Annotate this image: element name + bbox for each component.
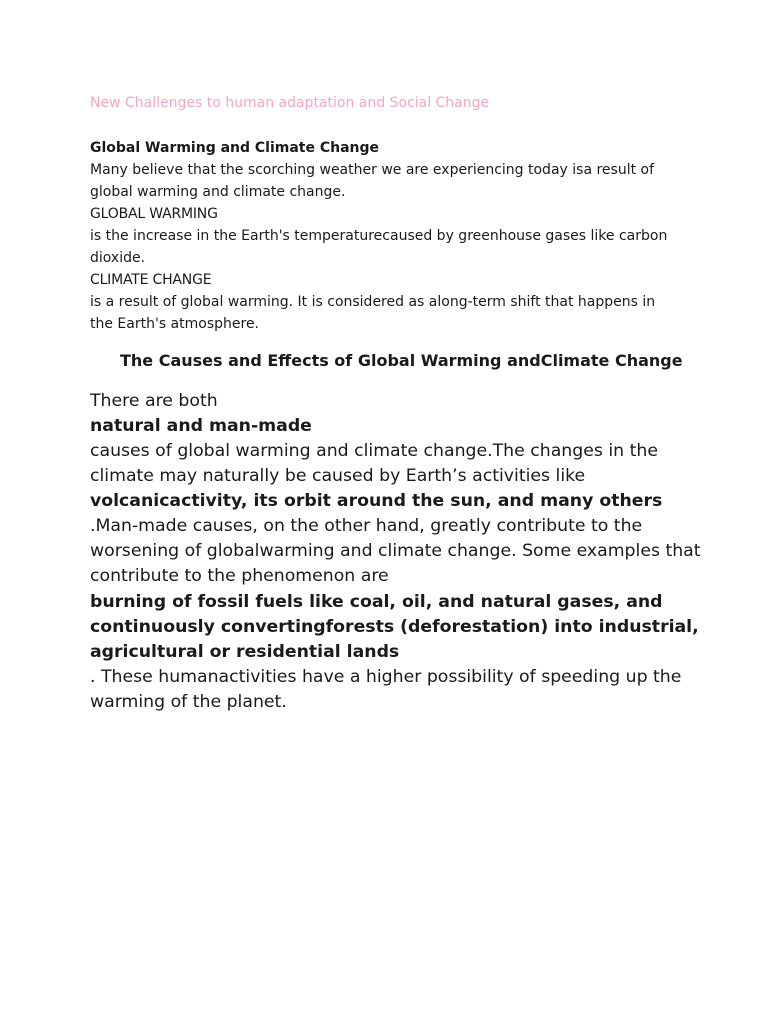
emphasis-line: burning of fossil fuels like coal, oil, and natural gases, and — [90, 592, 663, 612]
paragraph-line: causes of global warming and climate change.The changes in the — [90, 441, 658, 461]
emphasis-line: volcanicactivity, its orbit around the sun, and many others — [90, 491, 663, 511]
paragraph-line: There are both — [90, 391, 218, 411]
section-heading: The Causes and Effects of Global Warming andClimate Change — [120, 351, 683, 370]
section-heading: Global Warming and Climate Change — [90, 140, 380, 156]
paragraph-line: warming of the planet. — [90, 692, 287, 712]
paragraph-line: contribute to the phenomenon are — [90, 566, 389, 586]
document-title: New Challenges to human adaptation and Social Change — [90, 95, 490, 111]
paragraph-line: is the increase in the Earth's temperaturecaused by greenhouse gases like carbon — [90, 228, 668, 244]
term-global-warming: GLOBAL WARMING — [90, 206, 218, 222]
paragraph-line: Many believe that the scorching weather we are experiencing today isa result of — [90, 162, 655, 178]
paragraph-line: .Man-made causes, on the other hand, greatly contribute to the — [90, 516, 643, 536]
paragraph-line: . These humanactivities have a higher possibility of speeding up the — [90, 667, 682, 687]
paragraph-line: worsening of globalwarming and climate change. Some examples that — [90, 541, 701, 561]
paragraph-line: global warming and climate change. — [90, 184, 346, 200]
paragraph-line: climate may naturally be caused by Earth’s activities like — [90, 466, 586, 486]
term-climate-change: CLIMATE CHANGE — [90, 272, 212, 288]
emphasis-line: agricultural or residential lands — [90, 642, 400, 662]
emphasis-line: continuously convertingforests (deforestation) into industrial, — [90, 617, 699, 637]
paragraph-line: is a result of global warming. It is considered as along-term shift that happens in — [90, 294, 656, 310]
paragraph-line: the Earth's atmosphere. — [90, 316, 260, 332]
paragraph-line: dioxide. — [90, 250, 146, 266]
emphasis-line: natural and man-made — [90, 416, 312, 436]
